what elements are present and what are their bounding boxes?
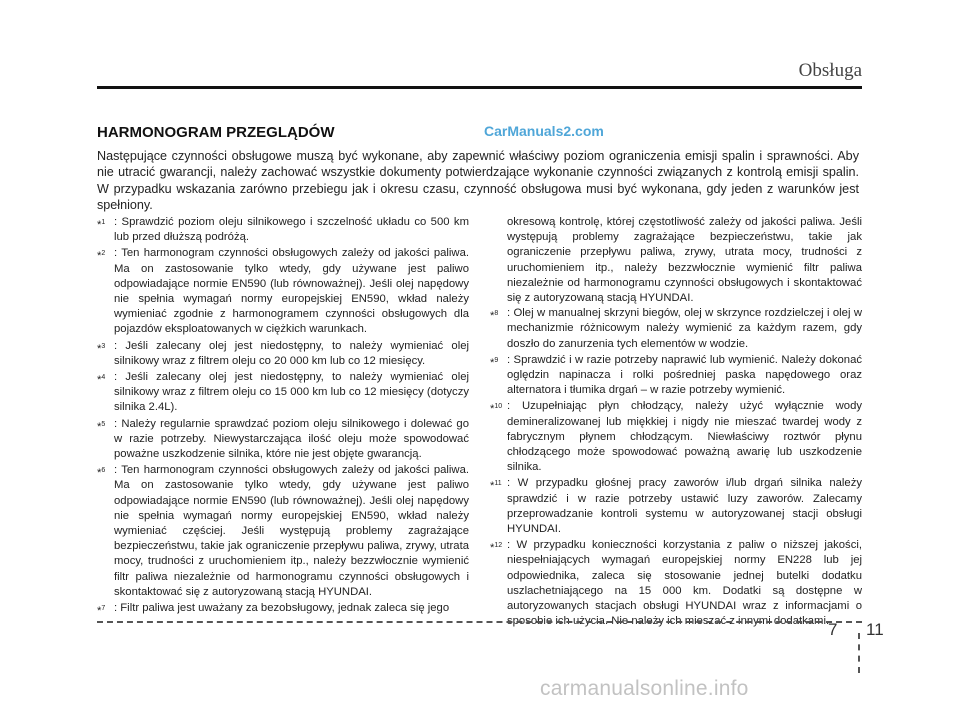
footnote-marker: *$^4$ bbox=[97, 374, 106, 387]
footnote-1: *$^1$ : Sprawdzić poziom oleju silnikowego i szczelność układu co 500 km lub przed dłuższą podróżą. bbox=[97, 216, 469, 244]
footnote-marker: *$^6$ bbox=[97, 467, 106, 480]
footnote-7-continuation: okresową kontrolę, której częstotliwość zależy od jakości paliwa. Jeśli występują problemy zagrażające bezpieczeństwu, takie jak ograniczenie przepływu paliwa, zrywy, utrata mocy, trudności z uruchomieniem itp., należy bezzwłocznie wymienić filtr paliwa niezależnie od harmonogramu czynności obsługowych i skontaktować się z autoryzowaną stacją HYUNDAI. bbox=[507, 216, 862, 305]
footnote-marker: *$^{12}$ bbox=[490, 542, 503, 555]
footnote-11: *$^{11}$ : W przypadku głośnej pracy zaworów i/lub drgań silnika należy sprawdzić i w razie potrzeby ustawić luzy zaworów. Zalecamy przeprowadzanie kontroli systemu w autoryzowanej stacji obsługi HYUNDAI. bbox=[490, 477, 862, 536]
footer-rule bbox=[97, 621, 862, 623]
footnote-12: *$^{12}$ : W przypadku konieczności korzystania z paliw o niższej jakości, niespełniających wymagań europejskiej normy EN228 lub jej odpowiednika, zaleca się stosowanie jednej butelki dodatku uszlachetniającego na 15 000 km. Dodatki są dostępne w autoryzowanych stacjach obsługi HYUNDAI wraz z informacjami o sposobie ich użycia. Nie należy ich mieszać z innymi dodatkami. bbox=[490, 539, 862, 628]
footnote-2: *$^2$ : Ten harmonogram czynności obsługowych zależy od jakości paliwa. Ma on zastosowanie tylko wtedy, gdy używane jest paliwo odpowiadające normie EN590 (lub równoważnej). Jeśli olej napędowy nie spełnia wymagań normy europejskiej EN590, wkład należy wymieniać zgodnie z harmonogramem czynności obsługowych dla pojazdów eksploatowanych w ciężkich warunkach. bbox=[97, 247, 469, 336]
section-title: Obsługa bbox=[798, 60, 862, 81]
chapter-number: 7 bbox=[828, 620, 838, 639]
footnote-marker: *$^5$ bbox=[97, 420, 106, 433]
footnote-marker: *$^{11}$ bbox=[490, 480, 502, 493]
footnote-marker: *$^3$ bbox=[97, 342, 106, 355]
intro-paragraph: Następujące czynności obsługowe muszą być wykonane, aby zapewnić właściwy poziom ograniczenia emisji spalin i sprawności. Aby nie utracić gwarancji, należy zachować wszystkie dokumenty potwierdzające wykonanie czynności związanych z kontrolą emisji spalin. W przypadku wskazania zarówno przebiegu jak i okresu czasu, czynność obsługowa musi być wykonana, gdy jeden z warunków jest spełniony. bbox=[97, 149, 859, 213]
footnote-marker: *$^{10}$ bbox=[490, 403, 503, 416]
footnote-marker: *$^1$ bbox=[97, 219, 106, 231]
footnote-marker: *$^2$ bbox=[97, 250, 106, 263]
footnote-marker: *$^8$ bbox=[490, 310, 499, 323]
notes-right-column bbox=[490, 215, 862, 630]
footnote-3: *$^3$ : Jeśli zalecany olej jest niedostępny, to należy wymieniać olej silnikowy wraz z filtrem oleju co 20 000 km lub co 12 miesięcy. bbox=[97, 339, 469, 367]
footnote-9: *$^9$ : Sprawdzić i w razie potrzeby naprawić lub wymienić. Należy dokonać oględzin napinacza i rolki pośredniej paska napędowego oraz alternatora i tłumika drgań – w razie potrzeby wymienić. bbox=[490, 353, 862, 397]
footnote-marker: *$^9$ bbox=[490, 356, 499, 369]
footnote-7: *$^7$ : Filtr paliwa jest uważany za bezobsługowy, jednak zaleca się jego bbox=[97, 601, 469, 616]
footnote-marker: *$^7$ bbox=[97, 605, 106, 618]
footnote-10: *$^{10}$ : Uzupełniając płyn chłodzący, należy użyć wyłącznie wody demineralizowanej lub miękkiej i nigdy nie mieszać twardej wody z fabrycznym płynem chłodzącym. Niewłaściwy roztwór płynu chłodzącego może spowodować poważną awarię lub uszkodzenie silnika. bbox=[490, 400, 862, 474]
footnote-4: *$^4$ : Jeśli zalecany olej jest niedostępny, to należy wymieniać olej silnikowy wraz z filtrem oleju co 15 000 km lub co 12 miesięcy (dotyczy silnika 2.4L). bbox=[97, 371, 469, 414]
page-number-divider bbox=[858, 633, 860, 673]
footnote-5: *$^5$ : Należy regularnie sprawdzać poziom oleju silnikowego i dolewać go w razie potrzeby. Niewystarczająca ilość oleju może spowodować poważne uszkodzenie silnika, które nie jest objęte gwarancją. bbox=[97, 417, 469, 461]
header-rule bbox=[97, 86, 862, 89]
footnote-8: *$^8$ : Olej w manualnej skrzyni biegów, olej w skrzynce rozdzielczej i olej w mechanizmie różnicowym należy wymienić za każdym razem, gdy doszło do zanurzenia tych elementów w wodzie. bbox=[490, 307, 862, 350]
page-heading: HARMONOGRAM PRZEGLĄDÓW bbox=[97, 124, 335, 141]
page-number: 11 bbox=[866, 620, 884, 639]
footnote-6: *$^6$ : Ten harmonogram czynności obsługowych zależy od jakości paliwa. Ma on zastosowanie tylko wtedy, gdy używane jest paliwo odpowiadające normie EN590 (lub równoważnej). Jeśli olej napędowy nie spełnia wymagań normy europejskiej EN590, wkład należy wymieniać częściej. Jeśli występują problemy zagrażające bezpieczeństwu, takie jak ograniczenie przepływu paliwa, zrywy, utrata mocy, trudności z uruchomieniem itp., należy bezzwłocznie wymienić filtr paliwa niezależnie od harmonogramu czynności obsługowych i skontaktować się z autoryzowaną stacją HYUNDAI. bbox=[97, 464, 469, 598]
watermark-bottom: carmanualsonline.info bbox=[540, 677, 749, 700]
notes-left-column bbox=[97, 215, 469, 617]
watermark-top: CarManuals2.com bbox=[484, 123, 604, 139]
